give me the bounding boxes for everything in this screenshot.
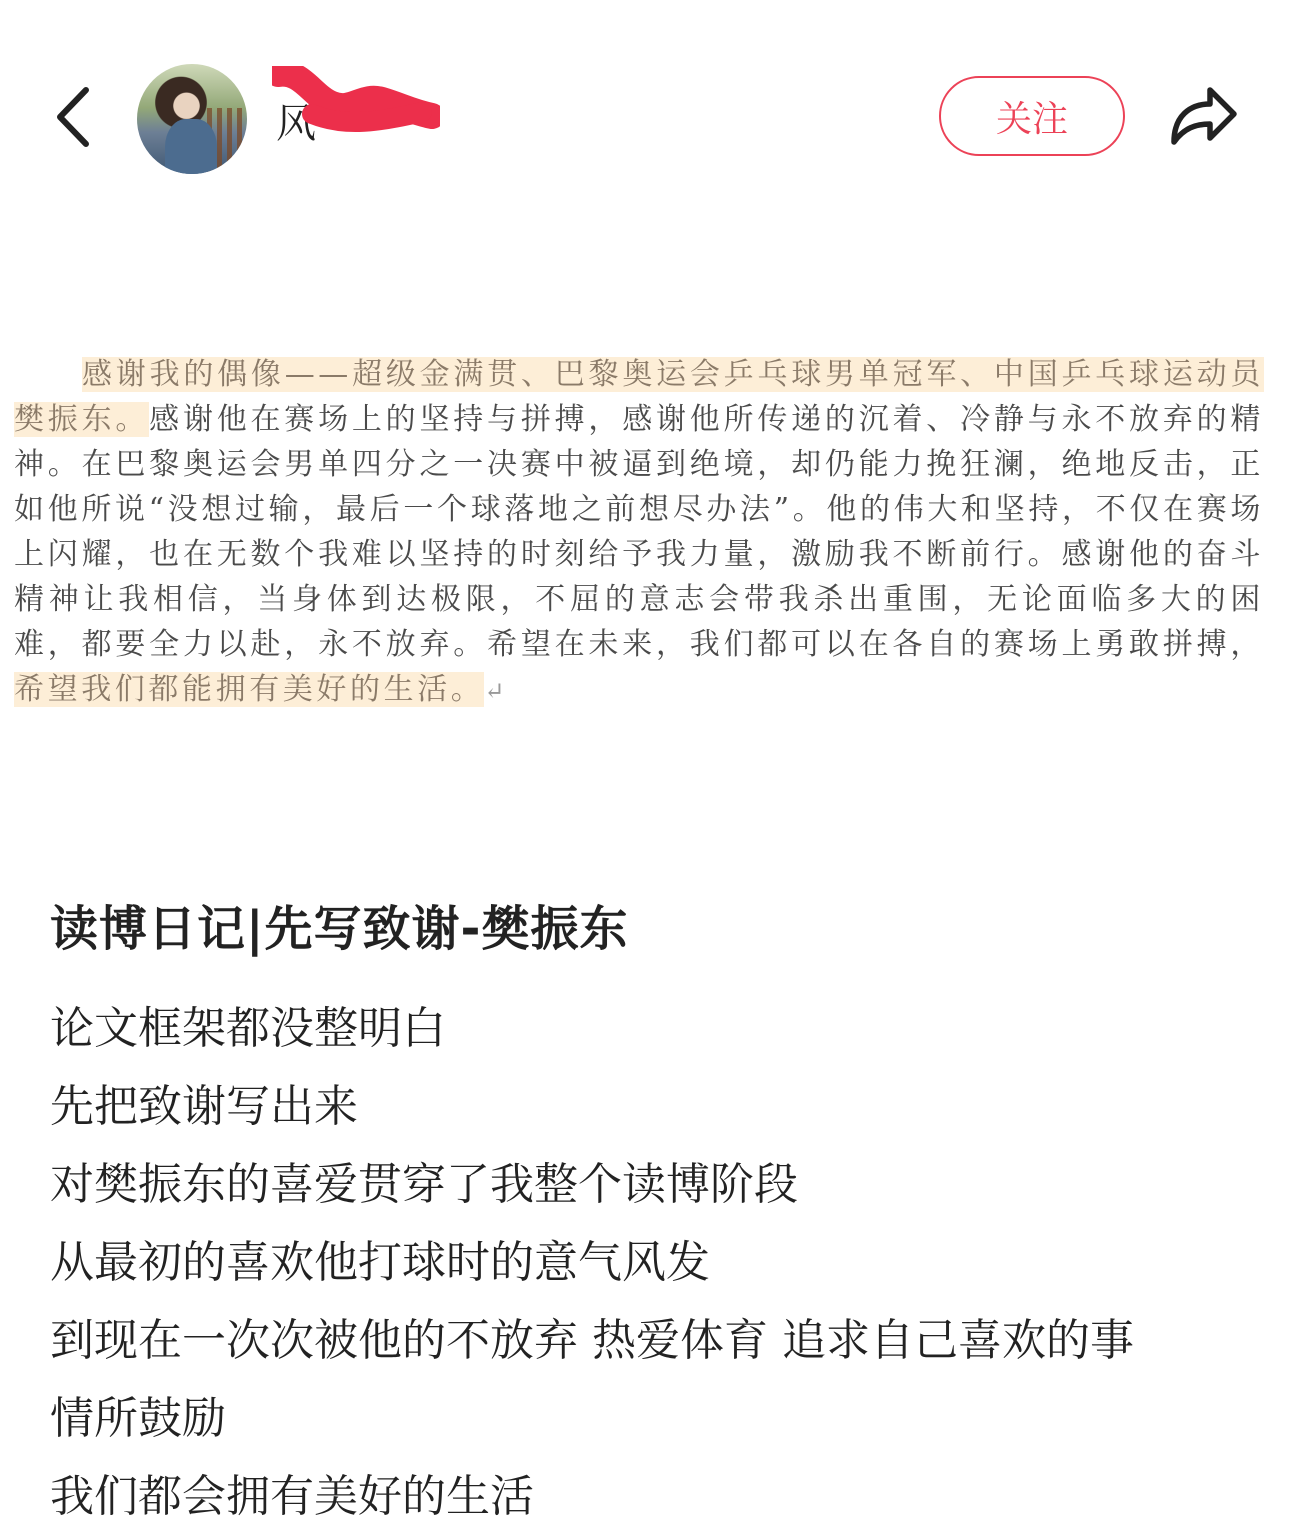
highlight-intro: 感谢我的偶像——超级金满贯、巴黎奥运会乒乓球男单冠军、中国乒乓球运动员樊振东。: [14, 357, 1264, 437]
acknowledgement-screenshot[interactable]: [0, 300, 1290, 760]
post-line: 我们都会拥有美好的生活: [50, 1471, 534, 1522]
post-line: 对樊振东的喜爱贯穿了我整个读博阶段: [50, 1159, 798, 1210]
chevron-left-icon: [48, 82, 108, 152]
post-line: 从最初的喜欢他打球时的意气风发: [50, 1237, 710, 1288]
post-header: [0, 0, 1290, 200]
post-line: 到现在一次次被他的不放弃 热爱体育 追求自己喜欢的事: [50, 1315, 1134, 1366]
post-line: 先把致谢写出来: [50, 1081, 358, 1132]
return-mark-icon: ↵: [484, 677, 509, 705]
username[interactable]: 风: [276, 101, 316, 147]
highlight-closing: 希望我们都能拥有美好的生活。: [14, 672, 485, 707]
acknowledgement-body: 感谢他在赛场上的坚持与拼搏，感谢他所传递的沉着、冷静与永不放弃的精神。在巴黎奥运会男单四分之一决赛中被逼到绝境，却仍能力挽狂澜，绝地反击，正如他所说“没想过输，最后一个球落地之前想尽办法”。他的伟大和坚持，不仅在赛场上闪耀，也在无数个我难以坚持的时刻给予我力量，激励我不断前行。感谢他的奋斗精神让我相信，当身体到达极限，不屈的意志会带我杀出重围，无论面临多大的困难，都要全力以赴，永不放弃。希望在未来，我们都可以在各自的赛场上勇敢拼搏，: [14, 402, 1264, 662]
acknowledgement-paragraph: [14, 352, 1264, 714]
post-body: [50, 990, 1250, 1536]
avatar-figure-detail: [165, 119, 217, 174]
post-title: 读博日记|先写致谢-樊振东: [50, 901, 629, 957]
redaction-scribble: [272, 66, 440, 144]
share-button[interactable]: [1166, 82, 1240, 148]
post-line: 论文框架都没整明白: [50, 1003, 446, 1054]
avatar[interactable]: [137, 64, 247, 174]
back-button[interactable]: [48, 82, 108, 152]
post-line: 情所鼓励: [50, 1393, 226, 1444]
follow-button[interactable]: 关注: [939, 76, 1125, 156]
share-arrow-icon: [1166, 82, 1240, 148]
